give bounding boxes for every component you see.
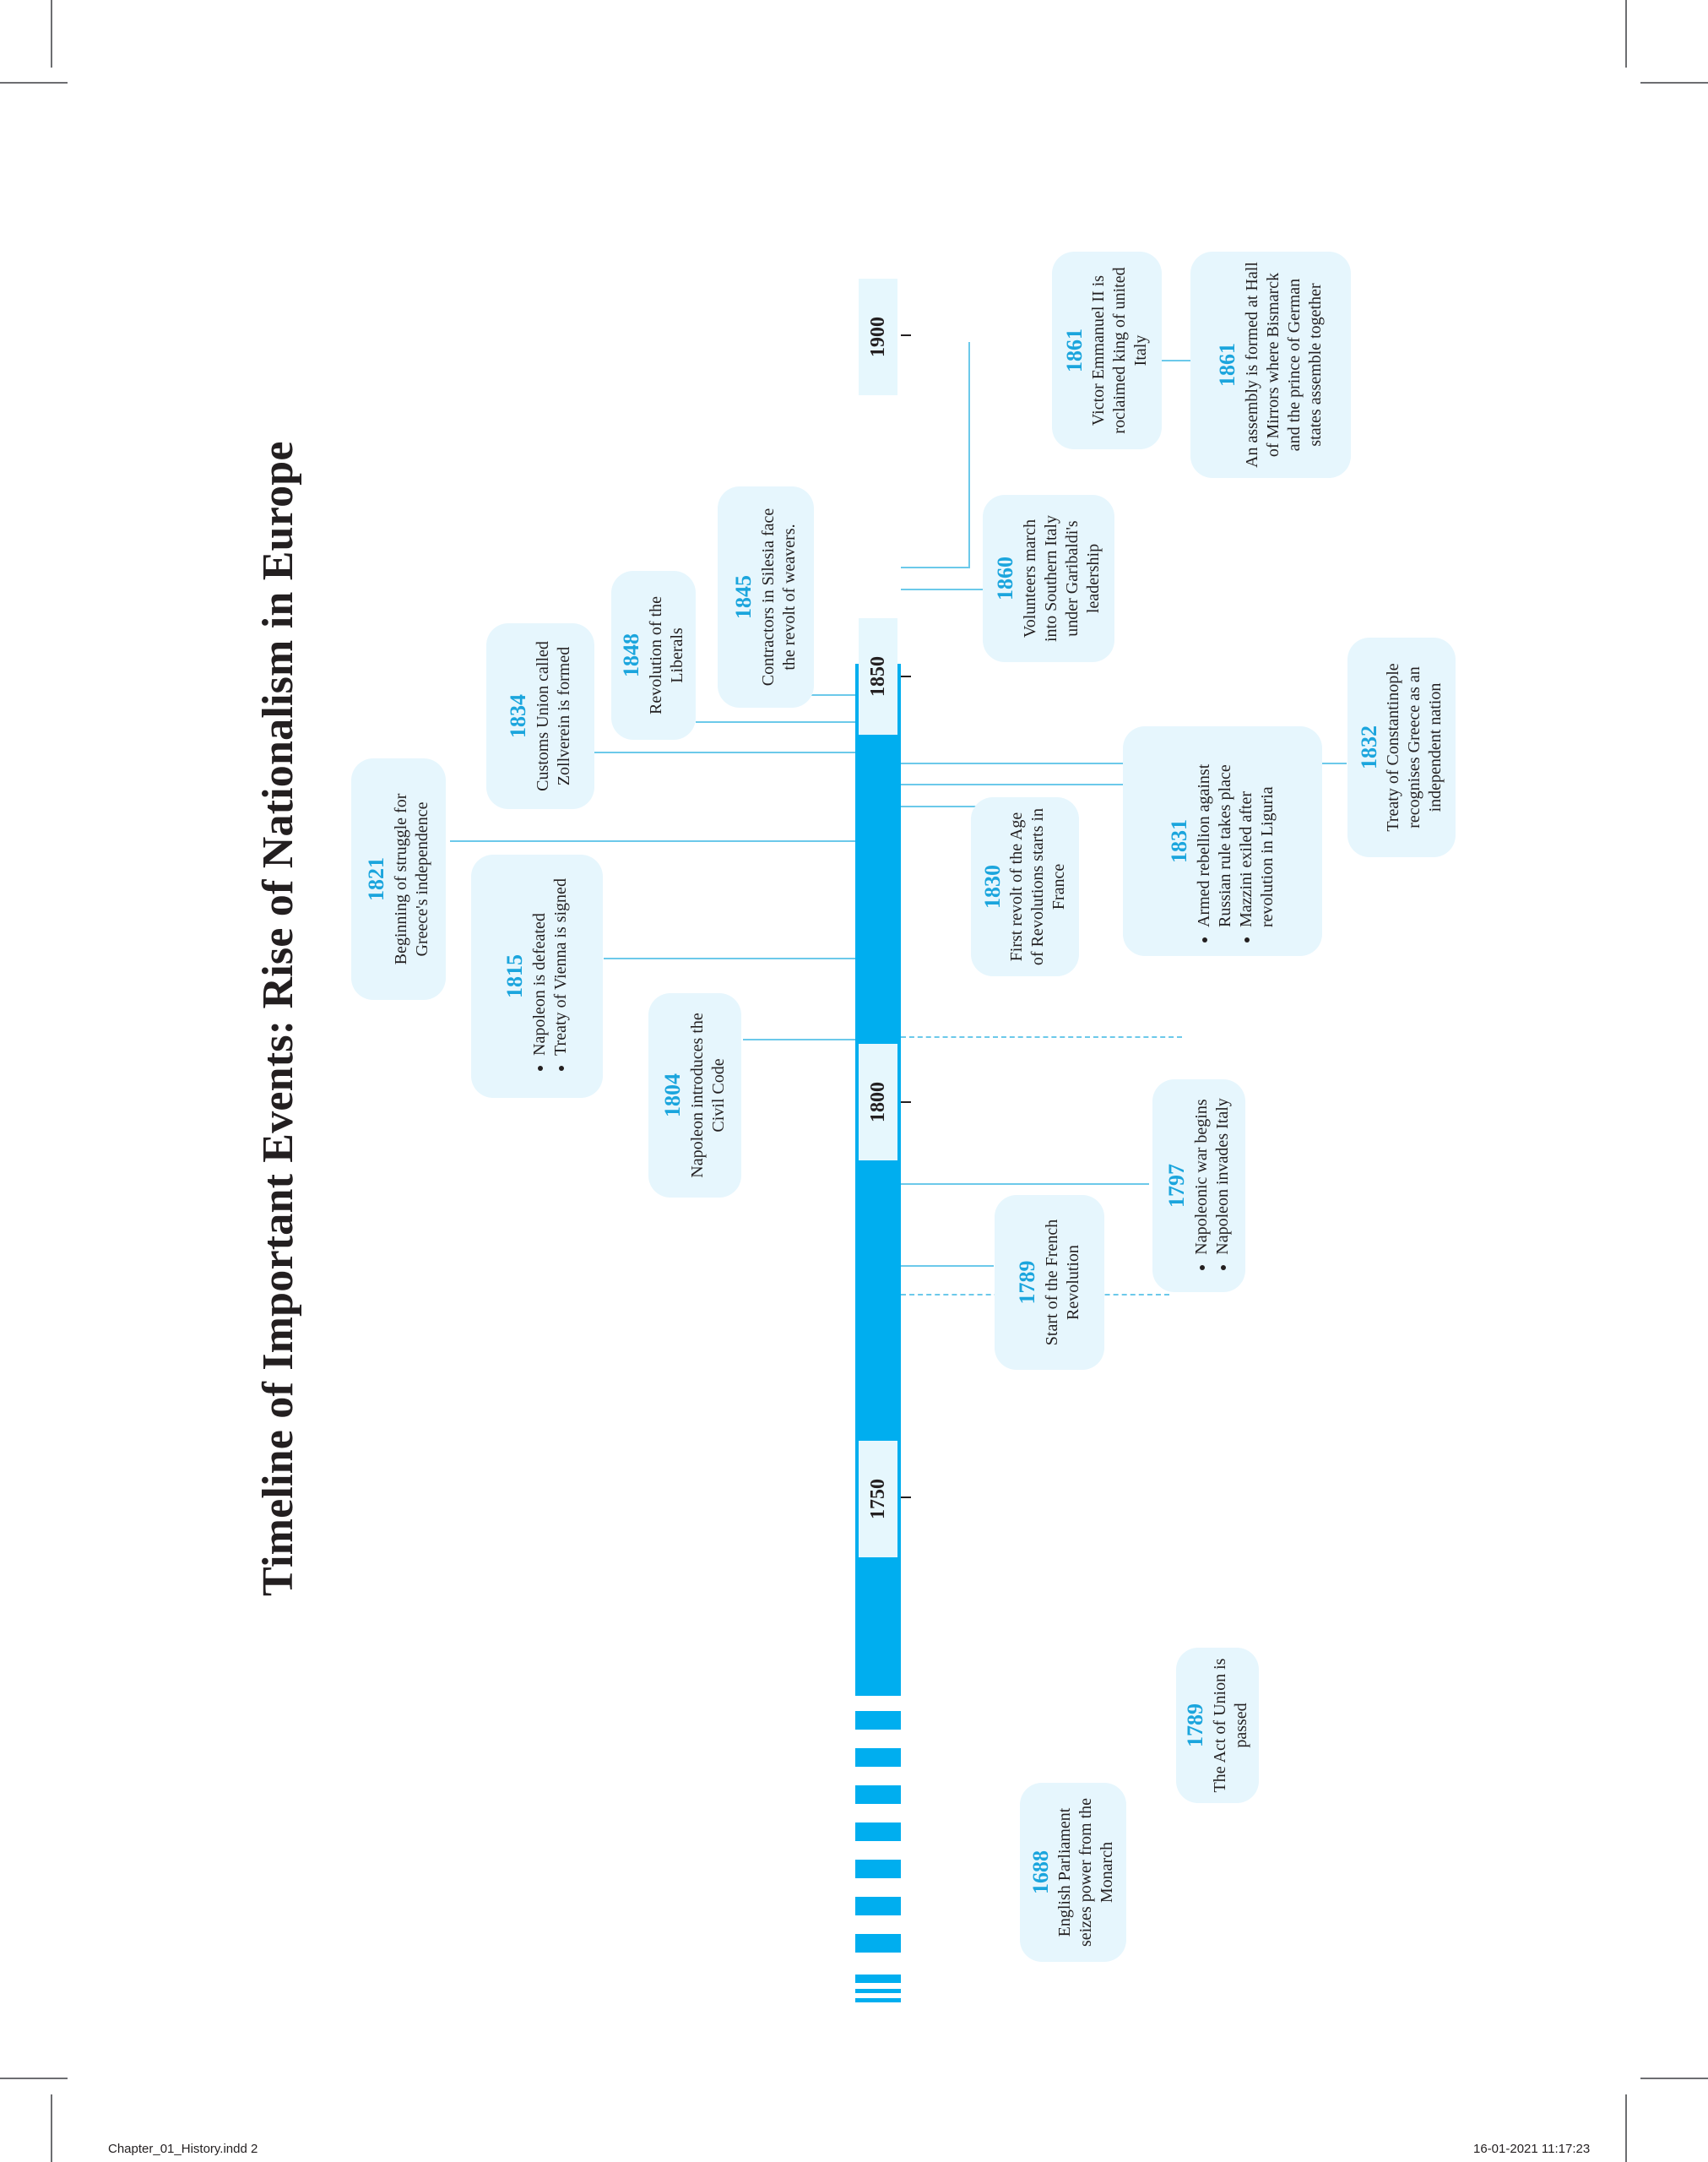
axis-tick: [901, 1497, 911, 1498]
timeline-stripe: [855, 1785, 901, 1804]
page-title: Timeline of Important Events: Rise of Nationalism in Europe: [254, 441, 302, 1596]
event-text: Contractors in Silesia face the revolt of weavers.: [758, 508, 799, 687]
connector: [901, 1265, 994, 1267]
axis-label: 1800: [859, 1044, 897, 1160]
event-box-1832: [1347, 638, 1456, 857]
connector: [968, 342, 970, 568]
axis-label: 1900: [859, 279, 897, 395]
event-year: 1860: [993, 557, 1018, 600]
event-box-1789-revolution: [995, 1195, 1104, 1370]
event-year: 1830: [979, 865, 1005, 909]
event-box-1789-union: [1176, 1648, 1259, 1803]
axis-tick: [901, 676, 911, 677]
event-box-1834: [486, 623, 594, 809]
timeline-stripe: [855, 1897, 901, 1915]
dashed-connector: [901, 1036, 1182, 1038]
event-text: English Parliament seizes power from the Monarch: [1055, 1797, 1117, 1947]
event-year: 1688: [1028, 1850, 1053, 1894]
event-text: Napoleon introduces the Civil Code: [687, 1013, 728, 1178]
event-year: 1797: [1164, 1164, 1190, 1208]
event-box-1860: [983, 495, 1114, 662]
event-bullets: [1191, 1098, 1234, 1274]
footer-timestamp: 16-01-2021 11:17:23: [1473, 2142, 1591, 2156]
axis-tick: [901, 334, 911, 336]
connector: [450, 840, 855, 842]
event-bullet: • Mazzini exiled after revolution in Liguria: [1236, 736, 1278, 927]
connector: [604, 958, 855, 959]
event-bullet: • Treaty of Vienna is signed: [550, 878, 572, 1056]
timeline-stripe: [855, 1822, 901, 1841]
event-bullet: • Napoleonic war begins: [1191, 1098, 1212, 1255]
event-text: First revolt of the Age of Revolutions starts in France: [1007, 807, 1069, 966]
event-box-1830: [971, 797, 1079, 976]
connector: [901, 589, 985, 590]
event-box-1815: [471, 855, 603, 1098]
timeline-stripe: [855, 1860, 901, 1878]
event-box-1821: [351, 758, 446, 1000]
timeline-stripe: [855, 1975, 901, 1983]
event-box-1861-victor-emmanuel: [1052, 252, 1162, 449]
event-box-1845: [718, 486, 814, 708]
event-box-1831: [1123, 726, 1322, 956]
axis-tick: [901, 1101, 911, 1103]
event-year: 1804: [660, 1073, 686, 1117]
event-year: 1861: [1061, 329, 1087, 372]
event-bullet: • Napoleon invades Italy: [1212, 1098, 1234, 1255]
connector: [901, 567, 970, 568]
event-text: An assembly is formed at Hall of Mirrors where Bismarck and the prince of German states assemble together: [1242, 262, 1325, 468]
axis-label: 1850: [859, 618, 897, 735]
event-box-1861-hall-of-mirrors: [1190, 252, 1351, 478]
event-year: 1821: [364, 857, 389, 901]
event-text: Victor Emmanuel II is roclaimed king of united Italy: [1089, 267, 1151, 434]
event-text: Customs Union called Zollverein is formed: [533, 641, 573, 791]
event-text: Treaty of Constantinople recognises Greece as an independent nation: [1384, 663, 1445, 832]
connector: [696, 721, 855, 723]
connector: [901, 806, 982, 807]
event-year: 1789: [1015, 1260, 1040, 1305]
event-year: 1848: [619, 633, 644, 677]
timeline-stripe: [855, 1711, 901, 1730]
timeline-stripe: [855, 1998, 901, 2002]
event-year: 1831: [1167, 819, 1192, 863]
event-bullet: • Napoleon is defeated: [529, 878, 550, 1056]
event-box-1688: [1020, 1783, 1126, 1962]
footer-file-name: Chapter_01_History.indd 2: [108, 2142, 258, 2156]
event-bullet: • Armed rebellion against Russian rule takes place: [1194, 736, 1236, 927]
event-year: 1815: [502, 954, 528, 998]
event-text: Beginning of struggle for Greece's independence: [391, 793, 431, 965]
event-year: 1789: [1183, 1703, 1208, 1747]
connector: [901, 1183, 1149, 1185]
event-year: 1845: [731, 575, 756, 619]
event-bullets: [1194, 736, 1278, 946]
timeline-stripe: [855, 1748, 901, 1767]
event-text: Volunteers march into Southern Italy under Garibaldi's leadership: [1020, 515, 1103, 642]
connector: [593, 752, 855, 753]
event-bullets: [529, 878, 572, 1074]
timeline-stripe: [855, 1989, 901, 1993]
axis-label: 1750: [859, 1441, 897, 1557]
event-box-1797: [1152, 1079, 1245, 1292]
event-box-1804: [648, 993, 741, 1198]
event-text: The Act of Union is passed: [1210, 1658, 1250, 1793]
event-year: 1861: [1215, 343, 1240, 387]
connector: [1162, 360, 1190, 361]
event-box-1848: [611, 571, 696, 740]
event-text: Start of the French Revolution: [1042, 1219, 1082, 1346]
event-year: 1834: [506, 694, 531, 738]
timeline-stripe: [855, 1934, 901, 1953]
event-text: Revolution of the Liberals: [646, 596, 686, 714]
event-year: 1832: [1356, 725, 1381, 769]
connector: [743, 1039, 855, 1040]
connector: [901, 784, 1125, 785]
